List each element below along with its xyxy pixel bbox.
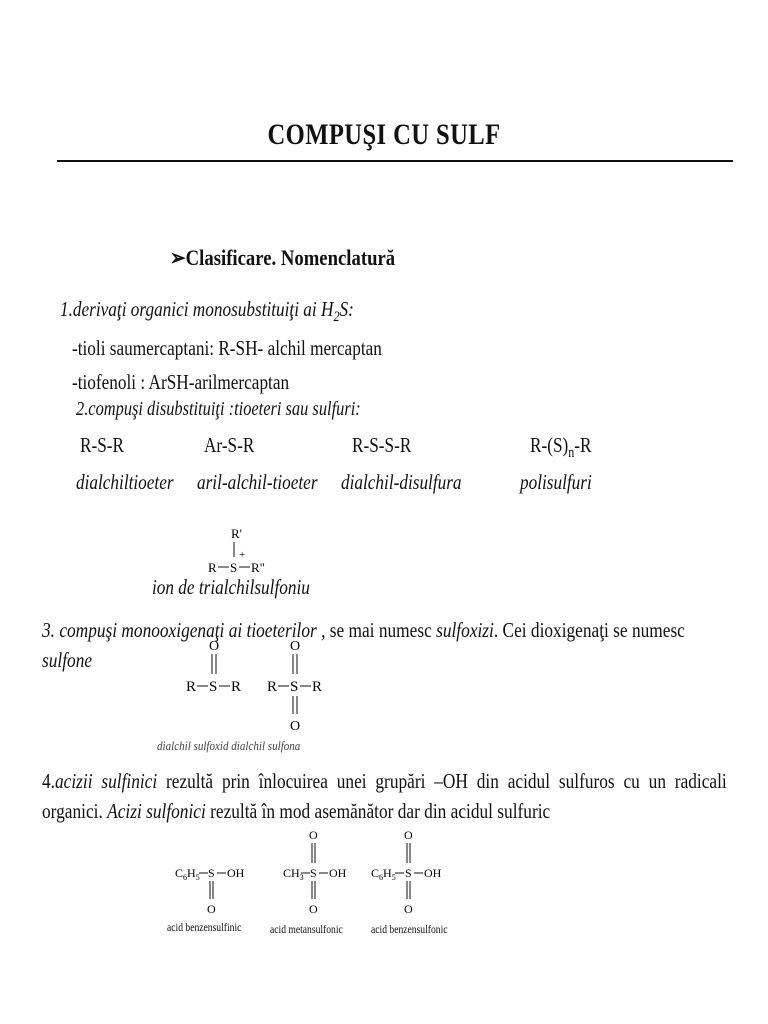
atom-s: S	[209, 679, 218, 695]
poly-a: R-(S)	[530, 433, 569, 457]
atom-r: R	[267, 679, 278, 695]
formula-polysulfide	[530, 433, 592, 462]
atom-r: R	[186, 679, 197, 695]
sulfoxide-sulfone-structures	[180, 636, 340, 736]
text: Acizi sulfonici	[107, 799, 206, 823]
atom-o: O	[404, 902, 413, 916]
section-heading	[170, 245, 395, 271]
text: 4.	[42, 769, 55, 793]
subscript: n	[568, 445, 575, 462]
text: rezultă prin înlocuirea unei grupări –OH din acidul sulfuros cu un radicali organici.	[42, 769, 727, 823]
name-dialchil-disulfura: dialchil-disulfura	[341, 470, 462, 494]
atom-o: O	[309, 902, 318, 916]
title-divider	[57, 160, 733, 162]
sulfonium-structure	[195, 520, 285, 582]
atom-oh: OH	[227, 866, 245, 880]
bullet-arrow-icon: ➢	[170, 245, 186, 270]
name-dialchiltioeter: dialchiltioeter	[76, 470, 174, 494]
label-acid-benzensulfonic: acid benzensulfonic	[371, 922, 448, 936]
section1-title	[60, 297, 354, 326]
sulfonic-acid-structures	[165, 825, 465, 921]
thiophenols-line: -tiofenoli : ArSH-arilmercaptan	[72, 370, 290, 394]
section4-paragraph	[42, 766, 727, 826]
atom-r1: R'	[231, 526, 243, 541]
subscript: 2	[333, 309, 340, 326]
atom-o: O	[209, 639, 220, 654]
formula-rssr: R-S-S-R	[352, 433, 412, 457]
atom-o: O	[290, 639, 301, 654]
section2-title: 2.compuşi disubstituiţi :tioeteri sau sulfuri:	[76, 398, 361, 420]
atom-s: S	[310, 866, 317, 880]
text: 3.	[42, 618, 60, 642]
page-title: COMPUŞI CU SULF	[267, 118, 501, 151]
name-polisulfuri: polisulfuri	[520, 470, 592, 494]
text: sulfone	[42, 648, 93, 672]
poly-b: -R	[574, 433, 592, 457]
sulfonium-label: ion de trialchilsulfoniu	[152, 575, 310, 599]
formula-c6h5: $C_6H_5$	[175, 866, 200, 882]
charge-plus: +	[239, 549, 246, 561]
atom-s: S	[208, 866, 215, 880]
atom-r: R	[231, 679, 242, 695]
label-acid-benzensulfinic: acid benzensulfinic	[167, 920, 242, 934]
text: sulfoxizi	[436, 618, 494, 642]
sulfoxide-sulfone-labels: dialchil sulfoxid dialchil sulfona	[157, 738, 301, 753]
formula-rsr: R-S-R	[80, 433, 125, 457]
heading-text: Clasificare. Nomenclatură	[185, 245, 396, 270]
label-acid-metansulfonic: acid metansulfonic	[270, 922, 343, 936]
formula-c6h5: $C_6H_5$	[371, 866, 396, 882]
text: , se mai numesc	[316, 618, 437, 642]
thiols-line: -tioli saumercaptani: R-SH- alchil mercaptan	[72, 336, 382, 360]
atom-s: S	[405, 866, 412, 880]
atom-s: S	[290, 679, 299, 695]
section1-title-end: S:	[339, 297, 354, 321]
section1-title-text: 1.derivaţi organici monosubstituiţi ai H	[60, 297, 334, 321]
section3-paragraph	[42, 615, 727, 675]
atom-o: O	[404, 828, 413, 842]
atom-r: R	[208, 560, 217, 575]
text: rezultă în mod asemănător dar din acidul sulfuric	[205, 799, 551, 823]
atom-o: O	[309, 828, 318, 842]
atom-r2: R"	[251, 560, 265, 575]
name-aril-alchil-tioeter: aril-alchil-tioeter	[197, 470, 318, 494]
text: compuşi monooxigenaţi ai tioeterilor	[59, 618, 317, 642]
atom-r: R	[312, 679, 323, 695]
formula-ch3: $CH_3$	[283, 866, 304, 882]
formula-arsr: Ar-S-R	[204, 433, 255, 457]
atom-o: O	[290, 719, 301, 734]
atom-s: S	[230, 560, 238, 575]
atom-o: O	[207, 902, 216, 916]
atom-oh: OH	[424, 866, 442, 880]
atom-oh: OH	[329, 866, 347, 880]
text: acizii sulfinici	[54, 769, 158, 793]
text: . Cei dioxigenaţi se numesc	[493, 618, 685, 642]
